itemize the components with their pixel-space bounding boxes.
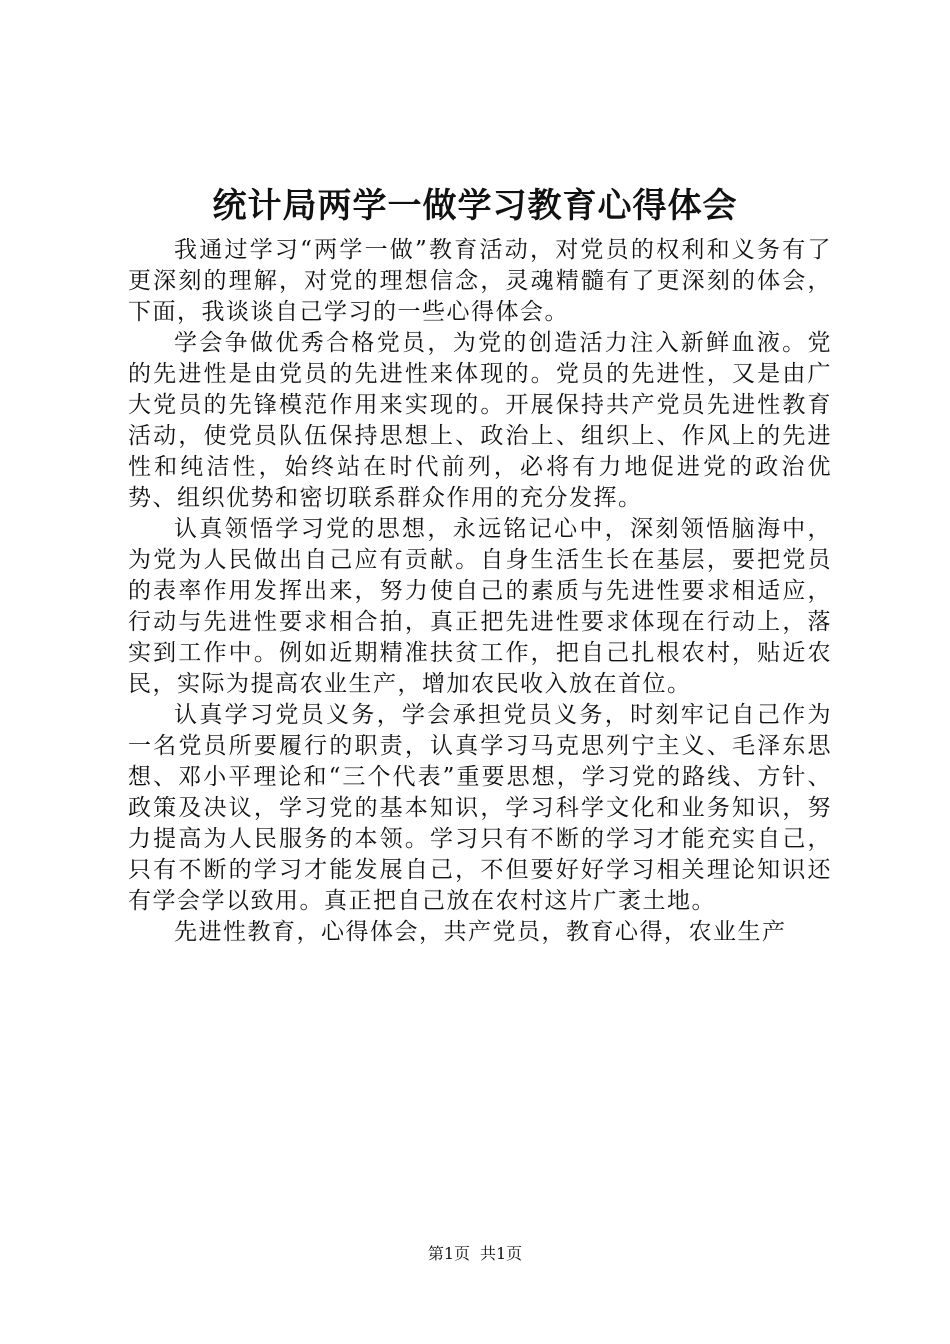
paragraph-2: 学会争做优秀合格党员，为党的创造活力注入新鲜血液。党的先进性是由党员的先进性来体现的。党员的先进性，又是由广大党员的先锋模范作用来实现的。开展保持共产党员先进性教育活动，使党员队伍保持思想上、政治上、组织上、作风上的先进性和纯洁性，始终站在时代前列，必将有力地促进党的政治优势、组织优势和密切联系群众作用的充分发挥。 [128,330,832,511]
paragraph-3: 认真领悟学习党的思想，永远铭记心中，深刻领悟脑海中，为党为人民做出自己应有贡献。自身生活生长在基层，要把党员的表率作用发挥出来，努力使自己的素质与先进性要求相适应，行动与先进性要求相合拍，真正把先进性要求体现在行动上，落实到工作中。例如近期精准扶贫工作，把自己扎根农村，贴近农民，实际为提高农业生产，增加农民收入放在首位。 [128,516,832,697]
page-footer [0,1243,950,1265]
keywords-paragraph: 先进性教育，心得体会，共产党员，教育心得，农业生产 [174,919,787,945]
paragraph-1: 我通过学习“两学一做”教育活动，对党员的权利和义务有了更深刻的理解，对党的理想信念，灵魂精髓有了更深刻的体会，下面，我谈谈自己学习的一些心得体会。 [128,237,832,325]
document-body [128,235,832,948]
page-number: 第1页 [427,1244,470,1263]
paragraph-4: 认真学习党员义务，学会承担党员义务，时刻牢记自己作为一名党员所要履行的职责，认真学习马克思列宁主义、毛泽东思想、邓小平理论和“三个代表”重要思想，学习党的路线、方针、政策及决议，学习党的基本知识，学习科学文化和业务知识，努力提高为人民服务的本领。学习只有不断的学习才能充实自己，只有不断的学习才能发展自己，不但要好好学习相关理论知识还有学会学以致用。真正把自己放在农村这片广袤土地。 [128,702,832,914]
page-total: 共1页 [480,1244,523,1263]
document-title: 统计局两学一做学习教育心得体会 [212,186,738,226]
